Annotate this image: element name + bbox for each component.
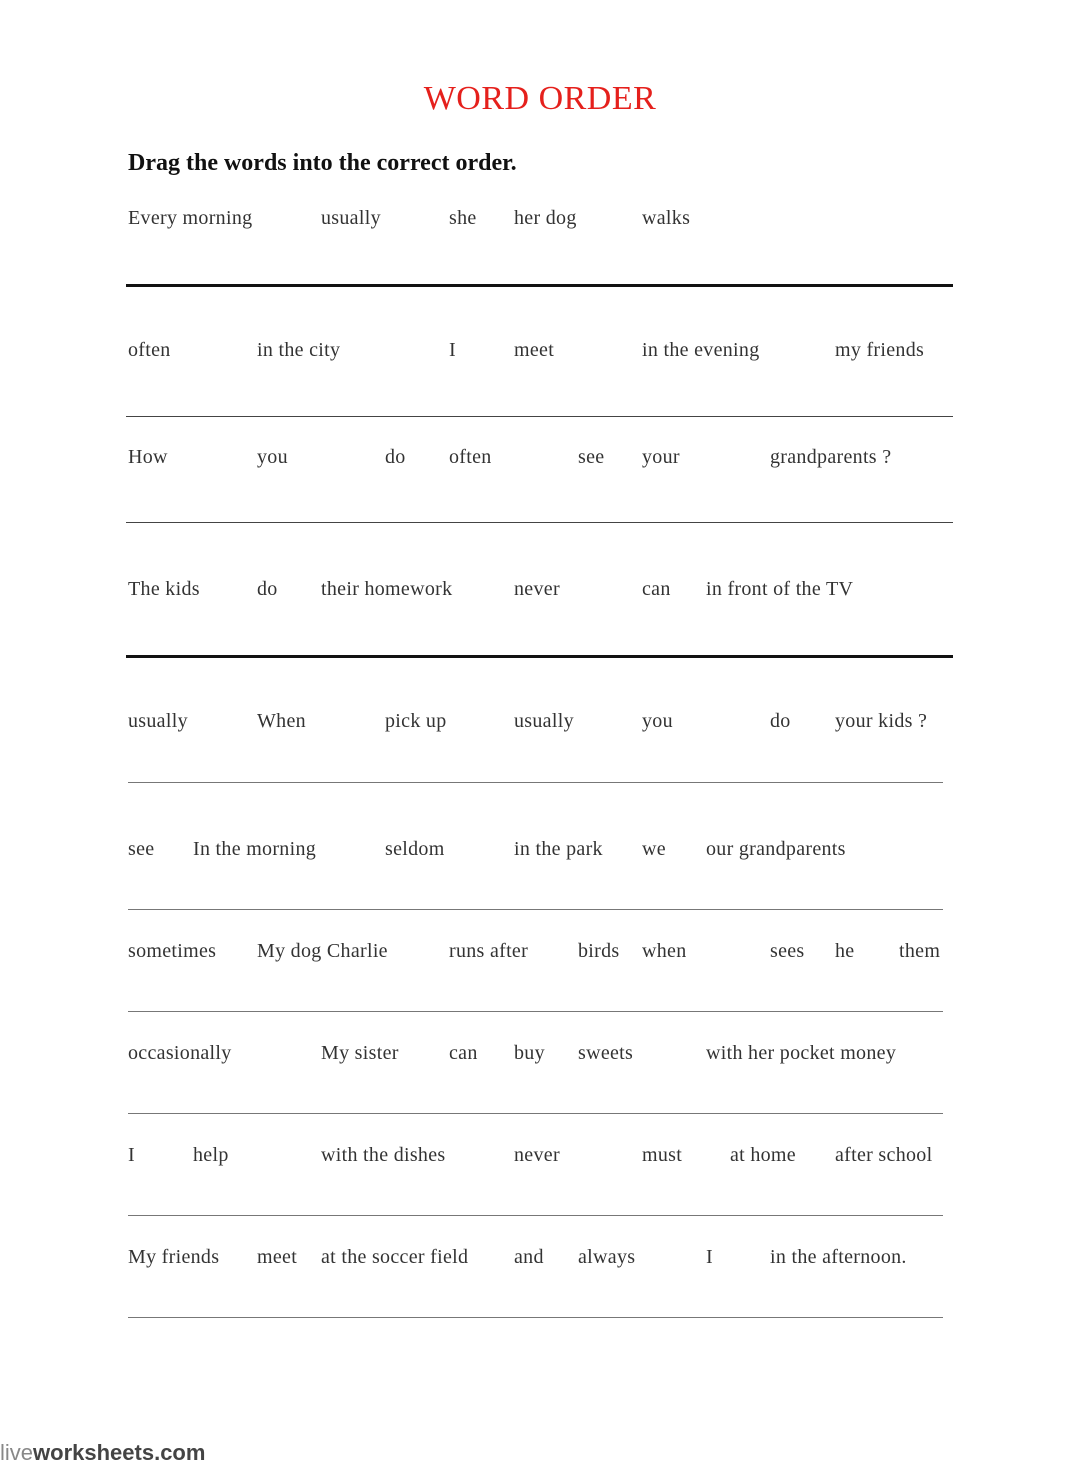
word-tile[interactable]: at home: [730, 1144, 796, 1166]
liveworksheets-logo: [0, 1440, 205, 1466]
word-tile[interactable]: you: [642, 710, 673, 732]
word-tile[interactable]: do: [385, 446, 406, 468]
exercise-9-word-bank: [0, 1144, 1080, 1184]
word-tile[interactable]: we: [642, 838, 666, 860]
word-tile[interactable]: meet: [514, 339, 555, 361]
logo-light-text: live: [0, 1440, 34, 1465]
word-tile[interactable]: walks: [642, 207, 691, 229]
word-tile[interactable]: sees: [770, 940, 805, 962]
word-tile[interactable]: do: [257, 578, 278, 600]
exercise-3-word-bank: [0, 446, 1080, 486]
word-tile[interactable]: My dog Charlie: [257, 940, 388, 962]
word-tile[interactable]: in front of the TV: [706, 578, 854, 600]
exercise-5-word-bank: [0, 710, 1080, 750]
instructions: Drag the words into the correct order.: [128, 150, 517, 176]
exercise-10-answer-line[interactable]: [128, 1317, 943, 1318]
word-tile[interactable]: when: [642, 940, 687, 962]
word-tile[interactable]: birds: [578, 940, 620, 962]
word-tile[interactable]: I: [128, 1144, 135, 1166]
word-tile[interactable]: your kids ?: [835, 710, 928, 732]
exercise-8-word-bank: [0, 1042, 1080, 1082]
word-tile[interactable]: can: [642, 578, 671, 600]
word-tile[interactable]: see: [578, 446, 605, 468]
exercise-7-answer-line[interactable]: [128, 1011, 943, 1012]
word-tile[interactable]: often: [128, 339, 171, 361]
word-tile[interactable]: How: [128, 446, 168, 468]
word-tile[interactable]: usually: [321, 207, 381, 229]
word-tile[interactable]: I: [449, 339, 456, 361]
word-tile[interactable]: you: [257, 446, 288, 468]
word-tile[interactable]: never: [514, 578, 560, 600]
exercise-10-word-bank: [0, 1246, 1080, 1286]
logo-suffix-text: .com: [154, 1440, 206, 1465]
exercise-6-word-bank: [0, 838, 1080, 878]
word-tile[interactable]: at the soccer field: [321, 1246, 469, 1268]
word-tile[interactable]: he: [835, 940, 855, 962]
word-tile[interactable]: usually: [128, 710, 188, 732]
word-tile[interactable]: see: [128, 838, 155, 860]
word-tile[interactable]: occasionally: [128, 1042, 232, 1064]
exercise-4-answer-line[interactable]: [126, 655, 953, 658]
worksheet-title: WORD ORDER: [423, 80, 657, 117]
word-tile[interactable]: The kids: [128, 578, 200, 600]
word-tile[interactable]: in the park: [514, 838, 603, 860]
exercise-8-answer-line[interactable]: [128, 1113, 943, 1114]
word-tile[interactable]: In the morning: [193, 838, 317, 860]
word-tile[interactable]: must: [642, 1144, 683, 1166]
word-tile[interactable]: meet: [257, 1246, 298, 1268]
word-tile[interactable]: My friends: [128, 1246, 220, 1268]
word-tile[interactable]: after school: [835, 1144, 933, 1166]
word-tile[interactable]: runs after: [449, 940, 529, 962]
word-tile[interactable]: our grandparents: [706, 838, 846, 860]
word-tile[interactable]: often: [449, 446, 492, 468]
exercise-1-word-bank: [0, 207, 1080, 247]
word-tile[interactable]: usually: [514, 710, 574, 732]
exercise-9-answer-line[interactable]: [128, 1215, 943, 1216]
exercise-6-answer-line[interactable]: [128, 909, 943, 910]
word-tile[interactable]: them: [899, 940, 941, 962]
word-tile[interactable]: sweets: [578, 1042, 634, 1064]
word-tile[interactable]: I: [706, 1246, 713, 1268]
word-tile[interactable]: My sister: [321, 1042, 399, 1064]
word-tile[interactable]: help: [193, 1144, 229, 1166]
logo-bold-text: worksheets: [33, 1440, 155, 1465]
word-tile[interactable]: do: [770, 710, 791, 732]
word-tile[interactable]: in the afternoon.: [770, 1246, 907, 1268]
word-tile[interactable]: pick up: [385, 710, 447, 732]
word-tile[interactable]: her dog: [514, 207, 577, 229]
exercise-5-answer-line[interactable]: [128, 782, 943, 783]
word-tile[interactable]: their homework: [321, 578, 453, 600]
word-tile[interactable]: Every morning: [128, 207, 253, 229]
word-tile[interactable]: and: [514, 1246, 544, 1268]
exercise-1-answer-line[interactable]: [126, 284, 953, 287]
word-tile[interactable]: my friends: [835, 339, 925, 361]
word-tile[interactable]: sometimes: [128, 940, 217, 962]
exercise-4-word-bank: [0, 578, 1080, 618]
word-tile[interactable]: with the dishes: [321, 1144, 446, 1166]
word-tile[interactable]: never: [514, 1144, 560, 1166]
word-tile[interactable]: in the city: [257, 339, 341, 361]
exercise-3-answer-line[interactable]: [126, 522, 953, 523]
word-tile[interactable]: grandparents ?: [770, 446, 892, 468]
word-tile[interactable]: seldom: [385, 838, 445, 860]
word-tile[interactable]: with her pocket money: [706, 1042, 897, 1064]
word-tile[interactable]: always: [578, 1246, 636, 1268]
word-tile[interactable]: in the evening: [642, 339, 760, 361]
word-tile[interactable]: When: [257, 710, 306, 732]
word-tile[interactable]: can: [449, 1042, 478, 1064]
word-tile[interactable]: buy: [514, 1042, 545, 1064]
word-tile[interactable]: your: [642, 446, 680, 468]
exercise-7-word-bank: [0, 940, 1080, 980]
exercise-2-answer-line[interactable]: [126, 416, 953, 417]
exercise-2-word-bank: [0, 339, 1080, 379]
word-tile[interactable]: she: [449, 207, 477, 229]
